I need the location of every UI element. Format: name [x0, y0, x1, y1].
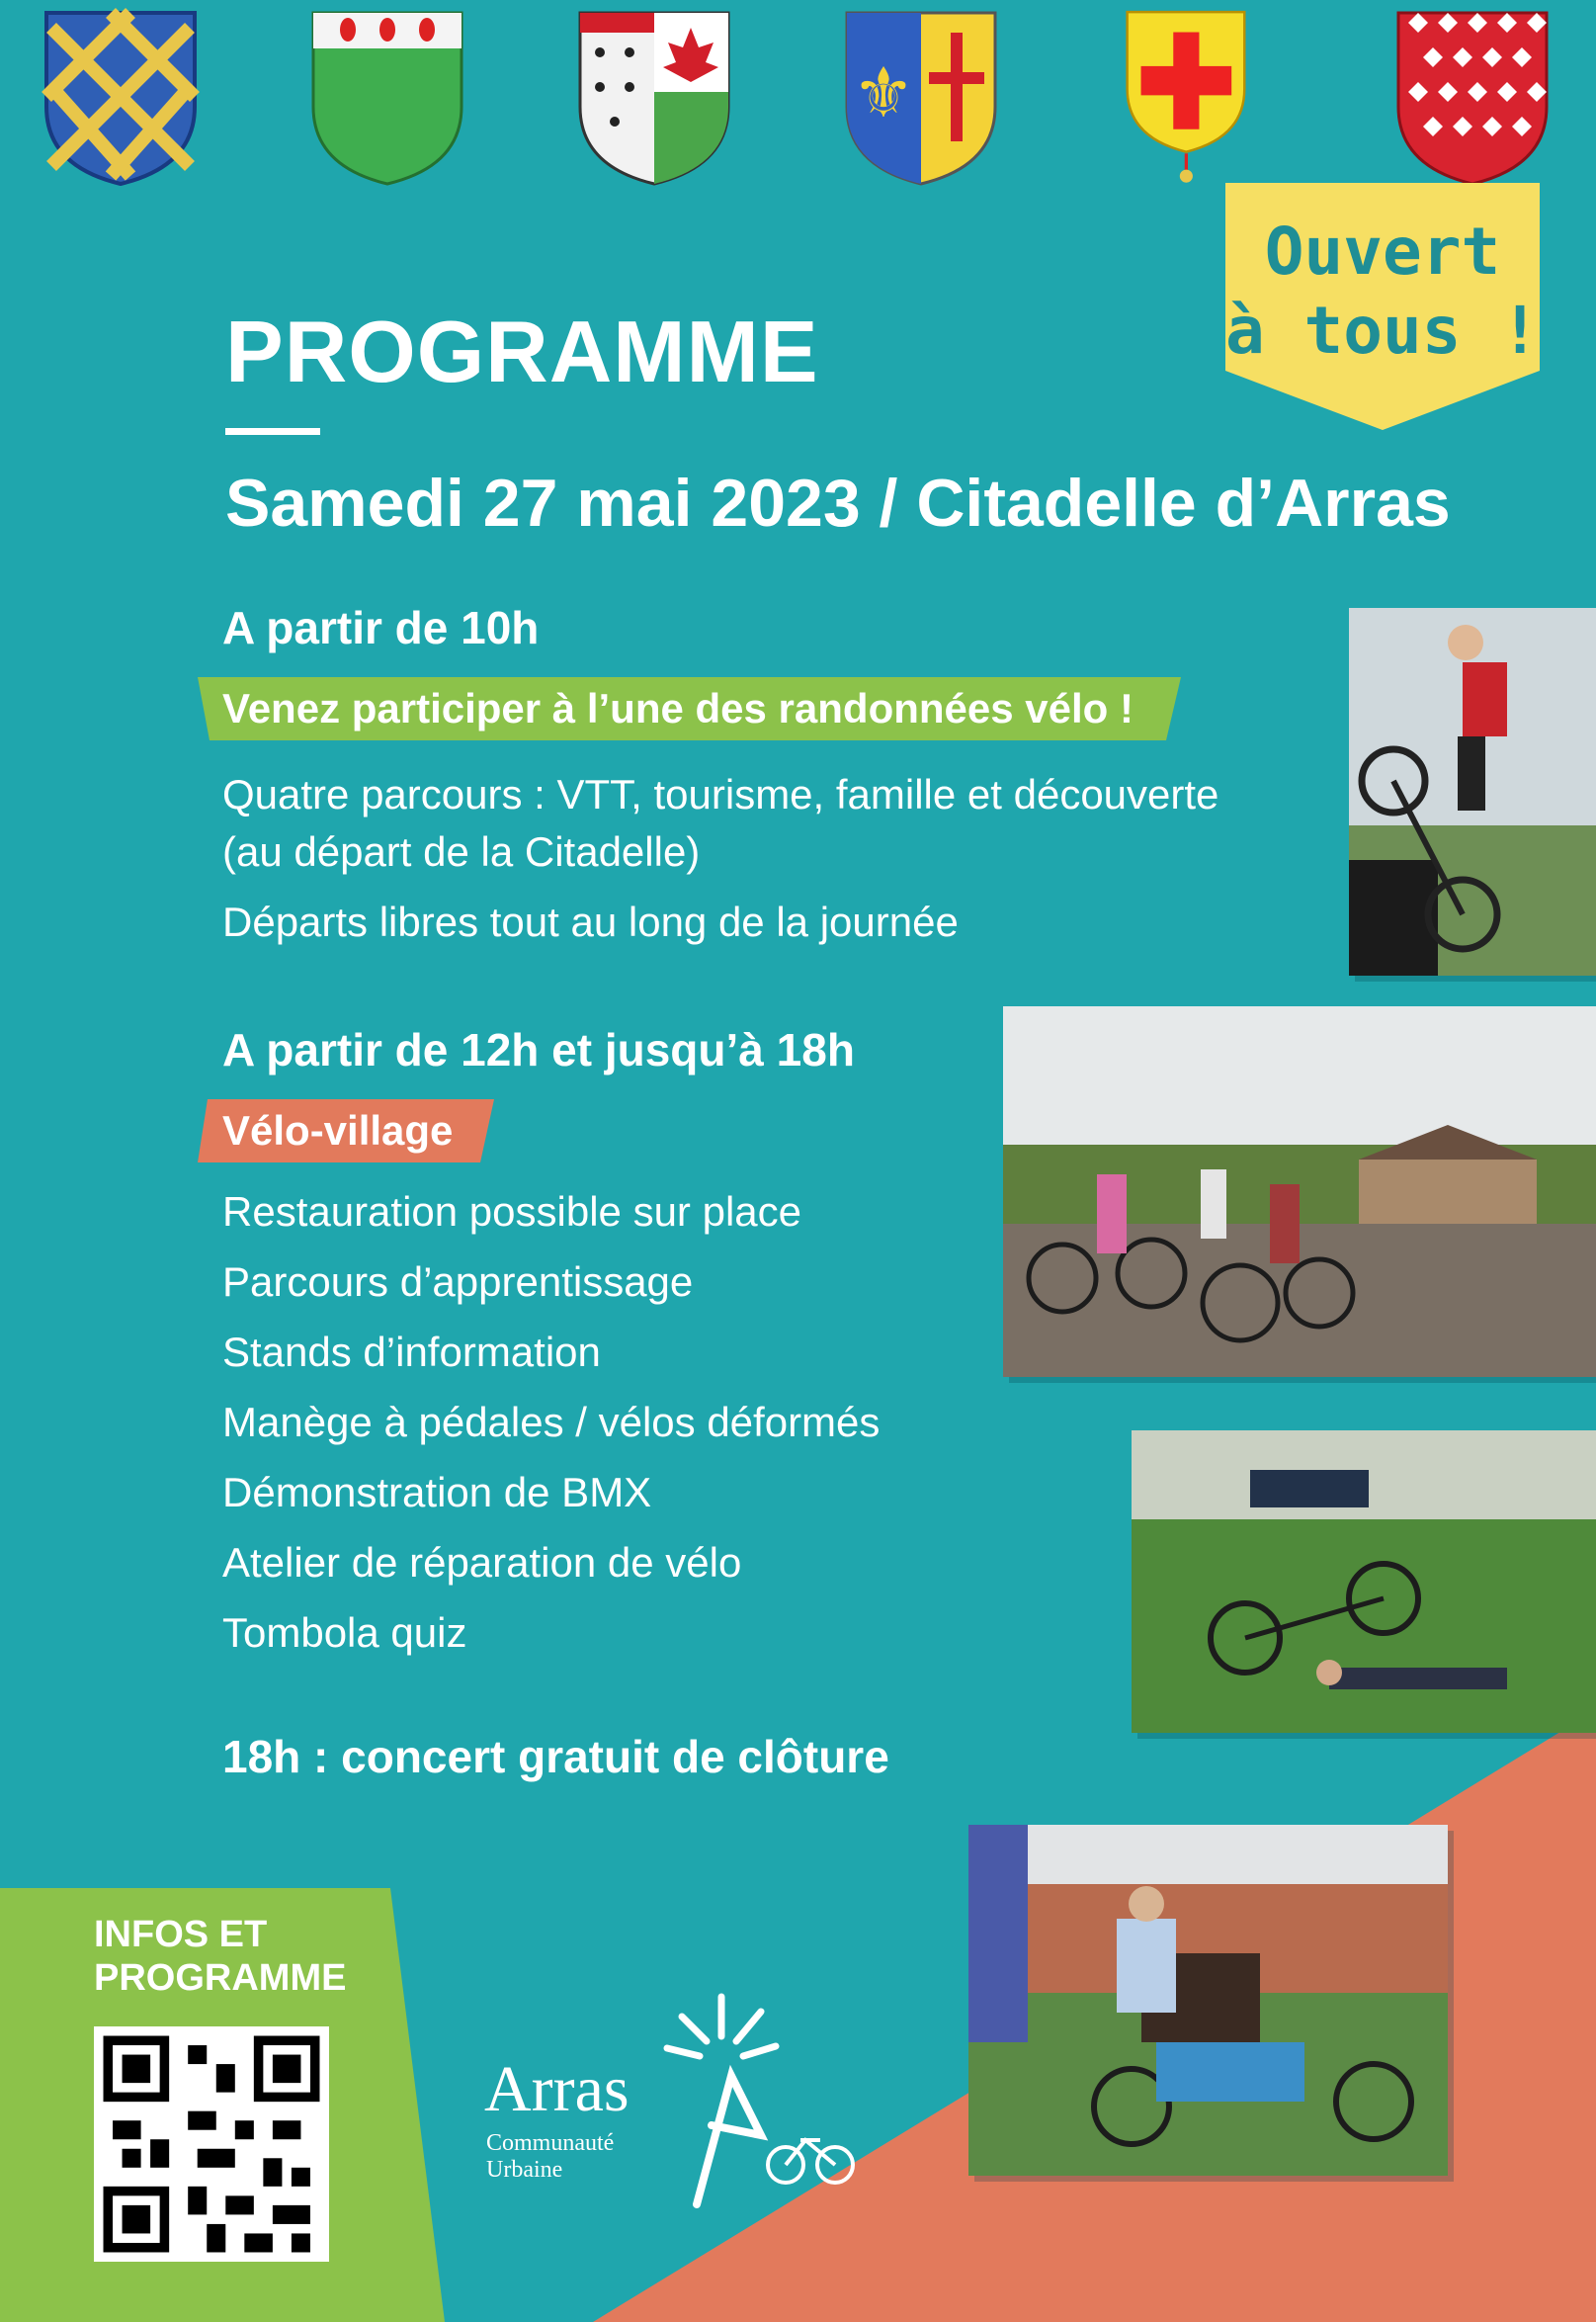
rides-tag: Venez participer à l’une des randonnées vélo !	[222, 685, 1134, 731]
section-heading-10h: A partir de 10h	[222, 602, 540, 653]
list-item: Manège à pédales / vélos déformés	[222, 1399, 881, 1445]
photo-cargo-bike	[968, 1825, 1448, 2176]
velo-village-tag: Vélo-village	[222, 1107, 454, 1154]
crest-gold-red-cross-icon	[1109, 8, 1267, 186]
rides-line-1: Quatre parcours : VTT, tourisme, famille et découverte	[222, 771, 1219, 817]
rides-line-3: Départs libres tout au long de la journée	[222, 899, 959, 945]
list-item: Restauration possible sur place	[222, 1188, 801, 1235]
crest-green-drops-icon	[308, 8, 466, 186]
list-item: Atelier de réparation de vélo	[222, 1539, 742, 1586]
open-badge-label: Ouvert à tous !	[1225, 214, 1540, 369]
title-divider	[225, 428, 320, 435]
closing-concert: 18h : concert gratuit de clôture	[222, 1731, 889, 1782]
list-item: Tombola quiz	[222, 1609, 467, 1656]
list-item: Stands d’information	[222, 1329, 601, 1375]
infos-label: INFOS ET PROGRAMME	[94, 1914, 347, 1999]
crest-gold-lattice-icon	[42, 8, 200, 186]
page-title: PROGRAMME	[225, 302, 819, 400]
photo-cyclists-citadel	[1003, 1006, 1596, 1377]
section-heading-12h: A partir de 12h et jusqu’à 18h	[222, 1024, 855, 1075]
crest-ermine-maple-icon	[575, 8, 733, 186]
logo-name: Arras	[484, 2053, 630, 2125]
list-item: Démonstration de BMX	[222, 1469, 652, 1515]
logo-line-2: Urbaine	[486, 2157, 563, 2183]
qr-code[interactable]	[94, 2026, 329, 2262]
list-item: Parcours d’apprentissage	[222, 1258, 694, 1305]
crest-red-white-checks-icon	[1393, 8, 1552, 186]
logo-line-1: Communauté	[486, 2130, 615, 2156]
rides-line-2: (au départ de la Citadelle)	[222, 828, 701, 875]
photo-trial-rider	[1349, 608, 1596, 976]
photo-bmx-jump	[1132, 1430, 1596, 1733]
svg-text:⚜: ⚜	[852, 52, 915, 133]
crest-fleur-cross-icon	[842, 8, 1000, 186]
sun-cyclist-icon	[652, 1977, 860, 2214]
event-date-place: Samedi 27 mai 2023 / Citadelle d’Arras	[225, 466, 1451, 541]
